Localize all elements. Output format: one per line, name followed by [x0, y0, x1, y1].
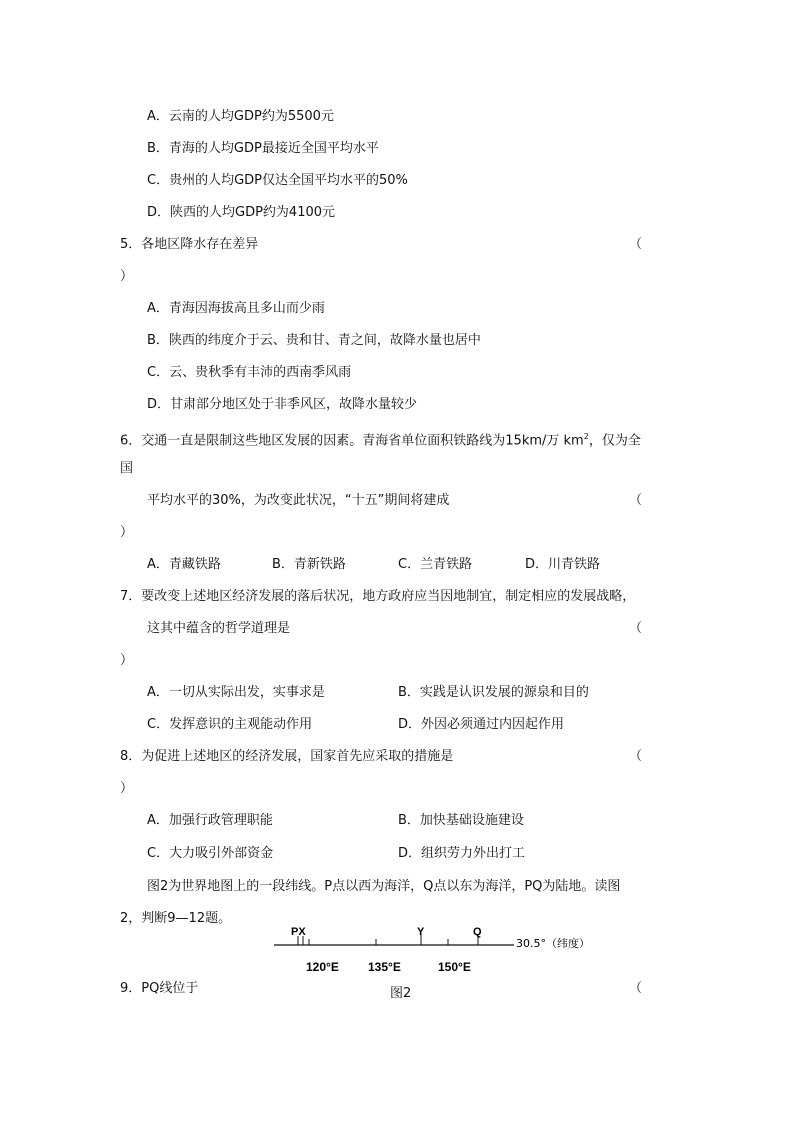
q6-option-a: A．青藏铁路	[147, 557, 221, 572]
q5-option-a: A．青海因海拔高且多山而少雨	[147, 301, 325, 316]
q6-close-paren: ）	[120, 525, 134, 540]
q9-stem: 9．PQ线位于	[120, 981, 199, 996]
q8-open-paren: （	[629, 749, 643, 764]
q7-option-c: C．发挥意识的主观能动作用	[147, 717, 313, 732]
q6-open-paren: （	[629, 493, 643, 508]
q7-option-d: D．外因必须通过内因起作用	[398, 717, 565, 732]
figure-caption: 图2	[390, 986, 412, 1001]
q8-option-d: D．组织劳力外出打工	[398, 846, 526, 861]
q9-open-paren: （	[629, 981, 643, 996]
q6-option-c: C．兰青铁路	[398, 557, 473, 572]
q5-option-d: D．甘肃部分地区处于非季风区，故降水量较少	[147, 397, 418, 412]
q6-option-b: B．青新铁路	[272, 557, 346, 572]
q7-open-paren: （	[629, 621, 643, 636]
figure-intro-line2: 2，判断9—12题。	[120, 911, 232, 926]
q6-option-d: D．川青铁路	[525, 557, 601, 572]
latitude-line-figure	[270, 922, 630, 978]
q5-stem: 5．各地区降水存在差异	[120, 237, 259, 252]
latitude-label: 30.5°（纬度）	[516, 937, 590, 950]
q4-option-a: A．云南的人均GDP约为5500元	[147, 109, 334, 124]
q5-open-paren: （	[629, 237, 643, 252]
q4-option-b: B．青海的人均GDP最接近全国平均水平	[147, 141, 379, 156]
q7-stem-line2: 这其中蕴含的哲学道理是	[147, 621, 291, 636]
q8-close-paren: ）	[120, 781, 134, 796]
q8-option-b: B．加快基础设施建设	[398, 813, 524, 828]
tick-label-135e: 135°E	[368, 960, 401, 974]
label-q: Q	[473, 926, 482, 938]
q7-option-a: A．一切从实际出发，实事求是	[147, 685, 325, 700]
q5-close-paren: ）	[120, 269, 134, 284]
q4-option-d: D．陕西的人均GDP约为4100元	[147, 205, 336, 220]
label-px: PX	[291, 926, 306, 938]
q4-option-c: C．贵州的人均GDP仅达全国平均水平的50%	[147, 173, 408, 188]
q6-stem-line2: 平均水平的30%，为改变此状况，“十五”期间将建成	[147, 493, 450, 508]
q7-stem-line1: 7．要改变上述地区经济发展的落后状况，地方政府应当因地制宜，制定相应的发展战略，	[120, 589, 636, 604]
label-y: Y	[417, 926, 425, 938]
q7-close-paren: ）	[120, 653, 134, 668]
tick-label-120e: 120°E	[306, 960, 339, 974]
q6-stem-line1: 6．交通一直是限制这些地区发展的因素。青海省单位面积铁路线为15km/万 $km^2$，仅为全	[120, 432, 641, 449]
q8-option-a: A．加强行政管理职能	[147, 813, 273, 828]
q8-stem: 8．为促进上述地区的经济发展，国家首先应采取的措施是	[120, 749, 454, 764]
figure-intro-line1: 图2为世界地图上的一段纬线。P点以西为海洋，Q点以东为海洋，PQ为陆地。读图	[147, 879, 621, 894]
tick-label-150e: 150°E	[438, 960, 471, 974]
q8-option-c: C．大力吸引外部资金	[147, 846, 274, 861]
q7-option-b: B．实践是认识发展的源泉和目的	[398, 685, 589, 700]
q6-stem-wrap: 国	[120, 461, 134, 476]
q5-option-b: B．陕西的纬度介于云、贵和甘、青之间，故降水量也居中	[147, 333, 481, 348]
q5-option-c: C．云、贵秋季有丰沛的西南季风雨	[147, 365, 352, 380]
